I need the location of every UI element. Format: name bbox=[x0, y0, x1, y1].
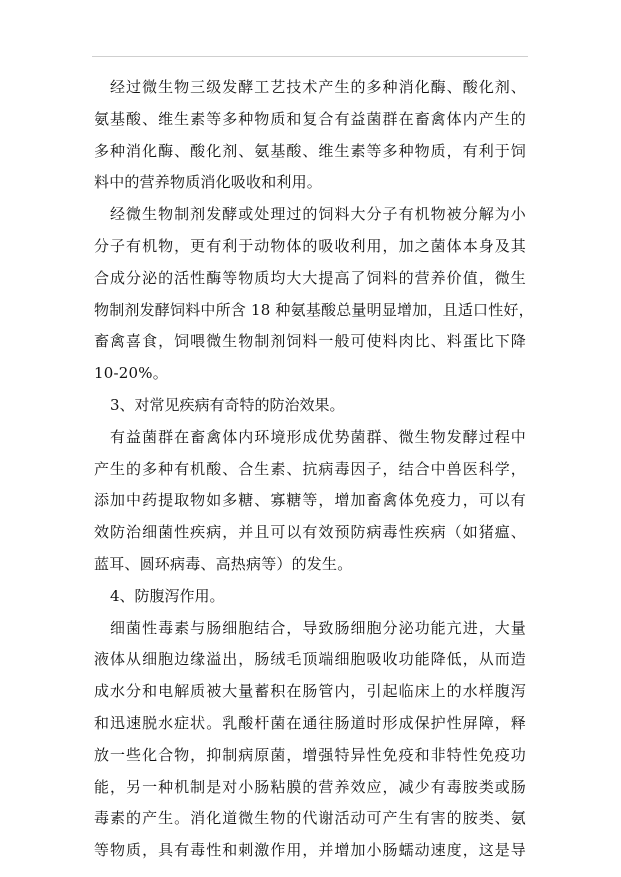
text-line: 多种消化酶、酸化剂、氨基酸、维生素等多种物质，有利于饲 bbox=[94, 141, 526, 160]
text-line: 能，另一种机制是对小肠粘膜的营养效应，减少有毒胺类或肠 bbox=[94, 777, 526, 796]
text-line: 细菌性毒素与肠细胞结合，导致肠细胞分泌功能亢进，大量 bbox=[110, 618, 526, 637]
section-heading-3: 3、对常见疾病有奇特的防治效果。 bbox=[110, 395, 345, 414]
text-line: 毒素的产生。消化道微生物的代谢活动可产生有害的胺类、氨 bbox=[94, 809, 526, 828]
text-line: 氨基酸、维生素等多种物质和复合有益菌群在畜禽体内产生的 bbox=[94, 109, 526, 128]
paragraph-p4 bbox=[94, 613, 526, 867]
header-rule bbox=[92, 56, 528, 57]
text-line: 10-20%。 bbox=[94, 364, 168, 383]
document-body bbox=[94, 72, 534, 867]
text-line: 经过微生物三级发酵工艺技术产生的多种消化酶、酸化剂、 bbox=[110, 78, 526, 96]
text-line: 料中的营养物质消化吸收和利用。 bbox=[94, 173, 323, 192]
text-line: 和迅速脱水症状。乳酸杆菌在通往肠道时形成保护性屏障，释 bbox=[94, 713, 526, 732]
text-line: 成水分和电解质被大量蓄积在肠管内，引起临床上的水样腹泻 bbox=[94, 682, 526, 701]
text-line: 液体从细胞边缘溢出，肠绒毛顶端细胞吸收功能降低，从而造 bbox=[94, 650, 526, 669]
text-line: 放一些化合物，抑制病原菌，增强特异性免疫和非特性免疫功 bbox=[94, 745, 526, 764]
section-heading-4: 4、防腹泻作用。 bbox=[110, 586, 225, 605]
paragraph-p3 bbox=[94, 422, 526, 581]
text-line: 经微生物制剂发酵或处理过的饲料大分子有机物被分解为小 bbox=[110, 205, 526, 224]
text-line: 蓝耳、圆环病毒、高热病等）的发生。 bbox=[94, 554, 353, 573]
text-line: 畜禽喜食，饲喂微生物制剂饲料一般可使料肉比、料蛋比下降 bbox=[94, 332, 526, 351]
paragraph-p1 bbox=[94, 72, 526, 199]
text-line: 等物质，具有毒性和刺激作用，并增加小肠蠕动速度，这是导 bbox=[94, 841, 526, 860]
text-line: 物制剂发酵饲料中所含 18 种氨基酸总量明显增加，且适口性好， bbox=[94, 300, 534, 319]
text-line: 有益菌群在畜禽体内环境形成优势菌群、微生物发酵过程中 bbox=[110, 427, 526, 446]
text-line: 合成分泌的活性酶等物质均大大提高了饲料的营养价值，微生 bbox=[94, 268, 526, 287]
text-line: 添加中药提取物如多糖、寡糖等，增加畜禽体免疫力，可以有 bbox=[94, 491, 526, 510]
text-line: 效防治细菌性疾病，并且可以有效预防病毒性疾病（如猪瘟、 bbox=[94, 523, 526, 542]
text-line: 产生的多种有机酸、合生素、抗病毒因子，结合中兽医科学， bbox=[94, 459, 526, 478]
text-line: 分子有机物，更有利于动物体的吸收利用，加之菌体本身及其 bbox=[94, 236, 526, 255]
paragraph-p2 bbox=[94, 199, 534, 390]
